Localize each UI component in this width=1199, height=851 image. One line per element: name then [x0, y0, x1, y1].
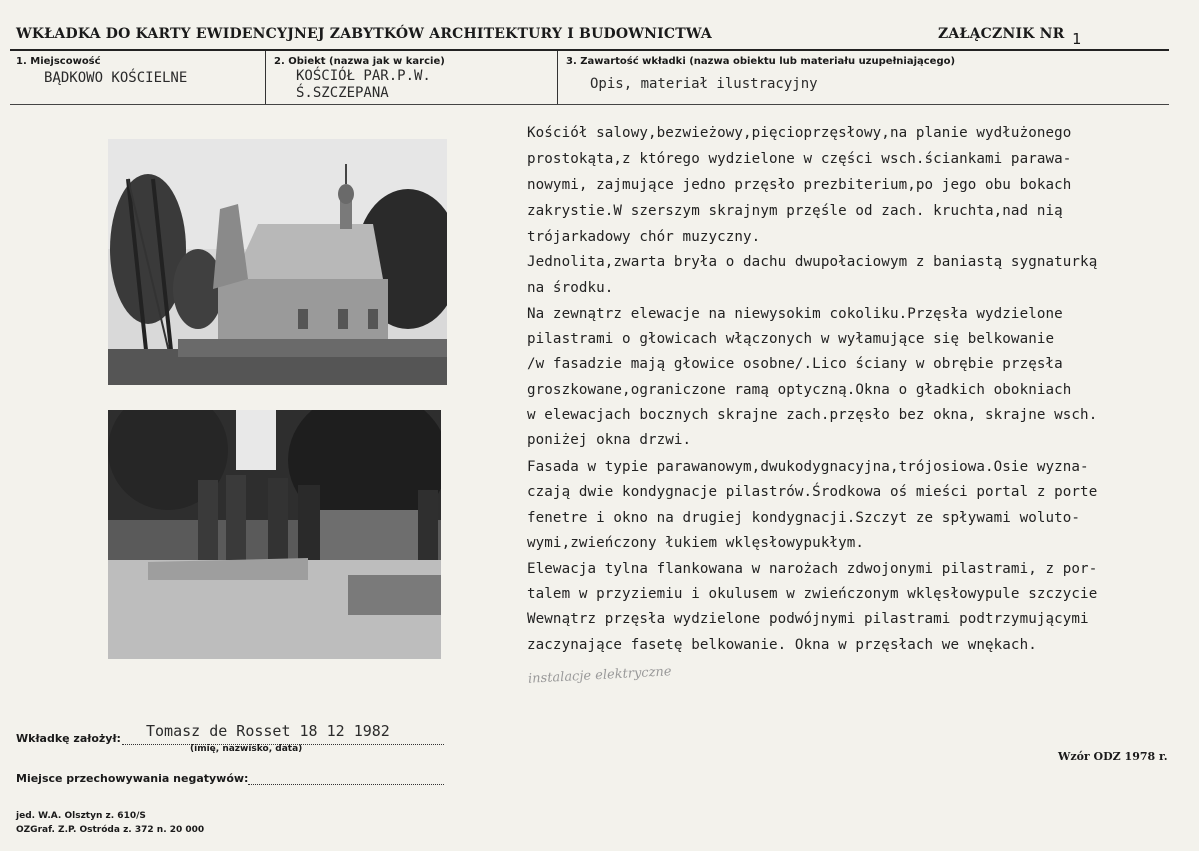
description-line: Wewnątrz przęsła wydzielone podwójnymi pilastrami podtrzymującymi	[527, 611, 1089, 627]
founded-hint: (imię, nazwisko, data)	[190, 744, 303, 754]
field-divider-1	[265, 51, 266, 104]
description-line: Kościół salowy,bezwieżowy,pięcioprzęsłowy,na planie wydłużonego	[527, 125, 1072, 141]
description-line: czają dwie kondygnacje pilastrów.Środkowa oś mieści portal z porte	[527, 484, 1098, 500]
field-1-value: BĄDKOWO KOŚCIELNE	[44, 70, 188, 86]
field-2-label: 2. Obiekt (nazwa jak w karcie)	[274, 56, 445, 67]
founded-label: Wkładkę założył:	[16, 732, 121, 745]
field-2-value-line2: Ś.SZCZEPANA	[296, 85, 389, 101]
document-title: WKŁADKA DO KARTY EWIDENCYJNEJ ZABYTKÓW ARCHITEKTURY I BUDOWNICTWA	[16, 26, 712, 42]
church-photo	[108, 139, 447, 385]
description-line: groszkowane,ograniczone ramą optyczną.Okna o gładkich obokniach	[527, 382, 1072, 398]
description-line: prostokąta,z którego wydzielone w części wsch.ściankami parawa-	[527, 151, 1072, 167]
attachment-number: 1	[1072, 30, 1082, 48]
field-3-value: Opis, materiał ilustracyjny	[590, 76, 818, 92]
description-line: poniżej okna drzwi.	[527, 432, 692, 448]
gate-photo-image	[108, 410, 441, 659]
description-line: /w fasadzie mają głowice osobne/.Lico ściany w obrębie przęsła	[527, 356, 1063, 372]
description-line: Elewacja tylna flankowana w narożach zdwojonymi pilastrami, z por-	[527, 561, 1098, 577]
printer-line-2: OZGraf. Z.P. Ostróda z. 372 n. 20 000	[16, 825, 205, 835]
gate-photo	[108, 410, 441, 659]
field-2-value-line1: KOŚCIÓŁ PAR.P.W.	[296, 68, 431, 84]
field-divider-2	[557, 51, 558, 104]
header-rule	[10, 49, 1169, 51]
form-label: Wzór ODZ 1978 r.	[1058, 750, 1168, 763]
storage-label: Miejsce przechowywania negatywów:	[16, 772, 249, 785]
description-line: zaczynające fasetę belkowanie. Okna w przęsłach we wnękach.	[527, 637, 1037, 653]
description-line: na środku.	[527, 280, 614, 296]
description-line: wymi,zwieńczony łukiem wklęsłowypukłym.	[527, 535, 865, 551]
storage-dotted-line	[248, 784, 444, 785]
description-line: Na zewnątrz elewacje na niewysokim cokoliku.Przęsła wydzielone	[527, 306, 1063, 322]
description-line: zakrystie.W szerszym skrajnym przęśle od zach. kruchta,nad nią	[527, 203, 1063, 219]
founded-value: Tomasz de Rosset 18 12 1982	[146, 722, 390, 740]
description-line: Fasada w typie parawanowym,dwukodygnacyjna,trójosiowa.Osie wyzna-	[527, 459, 1089, 475]
handwritten-note: instalacje elektryczne	[527, 664, 672, 687]
field-bottom-rule	[10, 104, 1169, 105]
printer-line-1: jed. W.A. Olsztyn z. 610/S	[16, 811, 146, 821]
church-photo-image	[108, 139, 447, 385]
description-line: pilastrami o głowicach włączonych w wyłamujące się belkowanie	[527, 331, 1055, 347]
description-line: trójarkadowy chór muzyczny.	[527, 229, 761, 245]
field-1-label: 1. Miejscowość	[16, 56, 101, 67]
description-line: Jednolita,zwarta bryła o dachu dwupołaciowym z baniastą sygnaturką	[527, 254, 1098, 270]
attachment-label: ZAŁĄCZNIK NR	[938, 26, 1065, 42]
description-line: talem w przyziemiu i okulusem w zwieńczonym wklęsłowypule szczycie	[527, 586, 1098, 602]
description-line: fenetre i okno na drugiej kondygnacji.Szczyt ze spływami woluto-	[527, 510, 1081, 526]
description-line: nowymi, zajmujące jedno przęsło prezbiterium,po jego obu bokach	[527, 177, 1072, 193]
description-line: w elewacjach bocznych skrajne zach.przęsło bez okna, skrajne wsch.	[527, 407, 1098, 423]
field-3-label: 3. Zawartość wkładki (nazwa obiektu lub materiału uzupełniającego)	[566, 56, 956, 67]
